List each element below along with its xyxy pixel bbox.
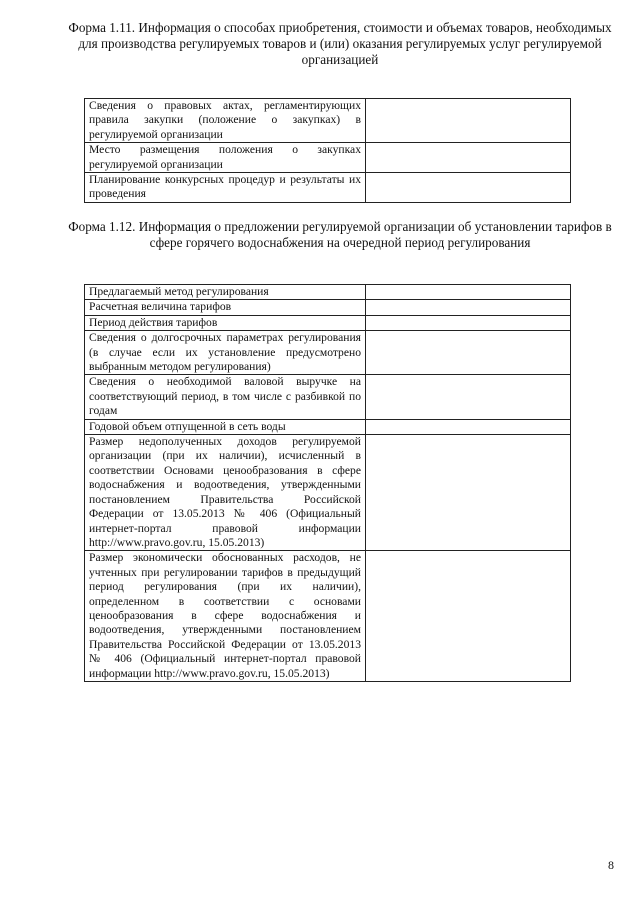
table-row xyxy=(85,173,571,203)
table-row xyxy=(85,99,571,143)
form-1-11-table xyxy=(84,98,571,203)
row-value xyxy=(366,300,571,315)
row-value xyxy=(366,551,571,682)
table-row xyxy=(85,143,571,173)
form-1-11-title: Форма 1.11. Информация о способах приобретения, стоимости и объемах товаров, необходимых для производства регулируемых товаров и (или) оказания регулируемых услуг регулируемой организацией xyxy=(68,20,612,67)
row-value xyxy=(366,375,571,419)
table-row xyxy=(85,315,571,330)
row-value xyxy=(366,331,571,375)
table-row xyxy=(85,551,571,682)
row-label: Период действия тарифов xyxy=(85,315,366,330)
row-value xyxy=(366,285,571,300)
row-label: Сведения о необходимой валовой выручке на соответствующий период, в том числе с разбивкой по годам xyxy=(85,375,366,419)
table-row xyxy=(85,419,571,434)
row-label: Планирование конкурсных процедур и результаты их проведения xyxy=(85,173,366,203)
form-1-12-title: Форма 1.12. Информация о предложении регулируемой организации об установлении тарифов в сфере горячего водоснабжения на очередной период регулирования xyxy=(68,219,612,250)
table-row xyxy=(85,300,571,315)
row-label: Годовой объем отпущенной в сеть воды xyxy=(85,419,366,434)
row-value xyxy=(366,173,571,203)
row-label: Сведения о долгосрочных параметрах регулирования (в случае если их установление предусмотрено выбранным методом регулирования) xyxy=(85,331,366,375)
table-row xyxy=(85,285,571,300)
row-label: Место размещения положения о закупках регулируемой организации xyxy=(85,143,366,173)
table-row xyxy=(85,375,571,419)
row-value xyxy=(366,143,571,173)
row-label: Расчетная величина тарифов xyxy=(85,300,366,315)
table-row xyxy=(85,435,571,551)
form-1-12-table xyxy=(84,284,571,682)
page-number: 8 xyxy=(608,858,614,872)
row-value xyxy=(366,99,571,143)
row-value xyxy=(366,315,571,330)
table-row xyxy=(85,331,571,375)
row-value xyxy=(366,419,571,434)
row-value xyxy=(366,435,571,551)
row-label: Сведения о правовых актах, регламентирующих правила закупки (положение о закупках) в регулируемой организации xyxy=(85,99,366,143)
row-label: Предлагаемый метод регулирования xyxy=(85,285,366,300)
row-label: Размер экономически обоснованных расходов, не учтенных при регулировании тарифов в предыдущий период регулирования (при их наличии), определенном в соответствии с основами ценообразования в сфере водоснабжения и водоотведения, утвержденными постановлением Правительства Российской Федерации от 13.05.2013 № 406 (Официальный интернет-портал правовой информации http://www.pravo.gov.ru, 15.05.2013) xyxy=(85,551,366,682)
row-label: Размер недополученных доходов регулируемой организации (при их наличии), исчисленный в соответствии Основами ценообразования в сфере водоснабжения и водоотведения, утвержденными постановлением Правительства Российской Федерации от 13.05.2013 № 406 (Официальный интернет-портал правовой информации http://www.pravo.gov.ru, 15.05.2013) xyxy=(85,435,366,551)
